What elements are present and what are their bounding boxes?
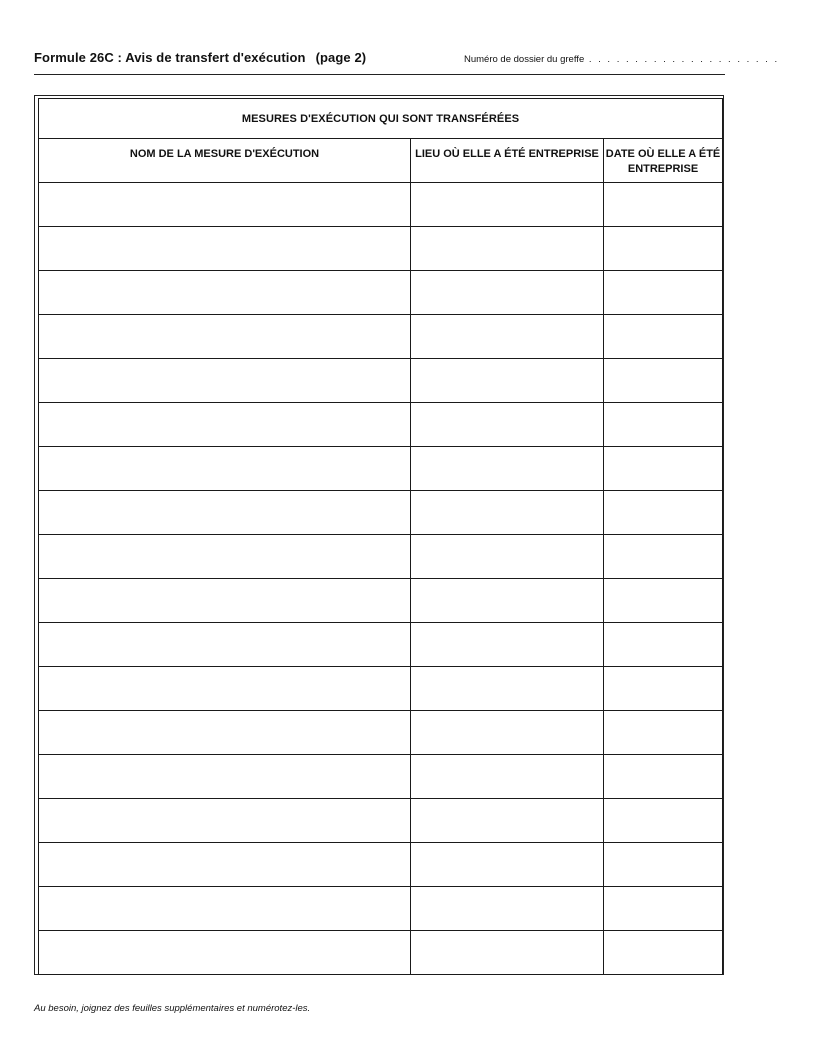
- date-cell[interactable]: [604, 271, 723, 315]
- place-cell[interactable]: [411, 623, 604, 667]
- date-cell[interactable]: [604, 183, 723, 227]
- place-cell[interactable]: [411, 579, 604, 623]
- place-cell[interactable]: [411, 799, 604, 843]
- date-cell[interactable]: [604, 315, 723, 359]
- date-cell[interactable]: [604, 447, 723, 491]
- place-cell[interactable]: [411, 315, 604, 359]
- table-row: [39, 491, 723, 535]
- date-cell[interactable]: [604, 359, 723, 403]
- place-cell[interactable]: [411, 403, 604, 447]
- date-cell[interactable]: [604, 931, 723, 975]
- table-row: [39, 403, 723, 447]
- date-cell[interactable]: [604, 887, 723, 931]
- footer-note: Au besoin, joignez des feuilles supplémentaires et numérotez-les.: [34, 1003, 311, 1014]
- table-row: [39, 931, 723, 975]
- table-title: MESURES D'EXÉCUTION QUI SONT TRANSFÉRÉES: [39, 99, 723, 139]
- table-row: [39, 887, 723, 931]
- date-cell[interactable]: [604, 491, 723, 535]
- place-cell[interactable]: [411, 931, 604, 975]
- date-cell[interactable]: [604, 799, 723, 843]
- date-cell[interactable]: [604, 667, 723, 711]
- file-number-label: Numéro de dossier du greffe: [464, 54, 585, 65]
- date-cell[interactable]: [604, 403, 723, 447]
- table-row: [39, 271, 723, 315]
- measure-name-cell[interactable]: [39, 755, 411, 799]
- place-cell[interactable]: [411, 359, 604, 403]
- measure-name-cell[interactable]: [39, 315, 411, 359]
- table-row: [39, 535, 723, 579]
- column-header-measure-name: NOM DE LA MESURE D'EXÉCUTION: [39, 139, 411, 183]
- measure-name-cell[interactable]: [39, 931, 411, 975]
- measure-name-cell[interactable]: [39, 799, 411, 843]
- measure-name-cell[interactable]: [39, 403, 411, 447]
- column-header-place: LIEU OÙ ELLE A ÉTÉ ENTREPRISE: [411, 139, 604, 183]
- column-header-date: DATE OÙ ELLE A ÉTÉ ENTREPRISE: [604, 139, 723, 183]
- date-cell[interactable]: [604, 579, 723, 623]
- place-cell[interactable]: [411, 667, 604, 711]
- page-label: (page 2): [315, 50, 367, 65]
- table-body: [39, 183, 723, 975]
- measure-name-cell[interactable]: [39, 183, 411, 227]
- table-row: [39, 227, 723, 271]
- place-cell[interactable]: [411, 491, 604, 535]
- table-row: [39, 315, 723, 359]
- transferred-measures-table: [38, 98, 723, 975]
- header-rule: [34, 74, 725, 75]
- measure-name-cell[interactable]: [39, 579, 411, 623]
- table-row: [39, 579, 723, 623]
- date-cell[interactable]: [604, 623, 723, 667]
- measure-name-cell[interactable]: [39, 711, 411, 755]
- measure-name-cell[interactable]: [39, 227, 411, 271]
- measure-name-cell[interactable]: [39, 887, 411, 931]
- file-number-blank[interactable]: . . . . . . . . . . . . . . . . . . . . .: [588, 54, 780, 65]
- place-cell[interactable]: [411, 843, 604, 887]
- form-title: [34, 50, 366, 65]
- table-row: [39, 755, 723, 799]
- table-row: [39, 667, 723, 711]
- table-row: [39, 359, 723, 403]
- measure-name-cell[interactable]: [39, 359, 411, 403]
- date-cell[interactable]: [604, 843, 723, 887]
- date-cell[interactable]: [604, 711, 723, 755]
- place-cell[interactable]: [411, 711, 604, 755]
- measure-name-cell[interactable]: [39, 447, 411, 491]
- measure-name-cell[interactable]: [39, 667, 411, 711]
- measure-name-cell[interactable]: [39, 535, 411, 579]
- measure-name-cell[interactable]: [39, 623, 411, 667]
- file-number-field[interactable]: [464, 54, 779, 65]
- date-cell[interactable]: [604, 535, 723, 579]
- table-row: [39, 447, 723, 491]
- date-cell[interactable]: [604, 755, 723, 799]
- place-cell[interactable]: [411, 227, 604, 271]
- measure-name-cell[interactable]: [39, 491, 411, 535]
- place-cell[interactable]: [411, 887, 604, 931]
- page-header: [34, 50, 780, 72]
- table-row: [39, 843, 723, 887]
- date-cell[interactable]: [604, 227, 723, 271]
- place-cell[interactable]: [411, 183, 604, 227]
- form-title-text: Formule 26C : Avis de transfert d'exécution: [34, 50, 306, 65]
- place-cell[interactable]: [411, 271, 604, 315]
- place-cell[interactable]: [411, 535, 604, 579]
- place-cell[interactable]: [411, 755, 604, 799]
- table-row: [39, 623, 723, 667]
- measure-name-cell[interactable]: [39, 843, 411, 887]
- table-row: [39, 799, 723, 843]
- place-cell[interactable]: [411, 447, 604, 491]
- table-row: [39, 711, 723, 755]
- table-row: [39, 183, 723, 227]
- measure-name-cell[interactable]: [39, 271, 411, 315]
